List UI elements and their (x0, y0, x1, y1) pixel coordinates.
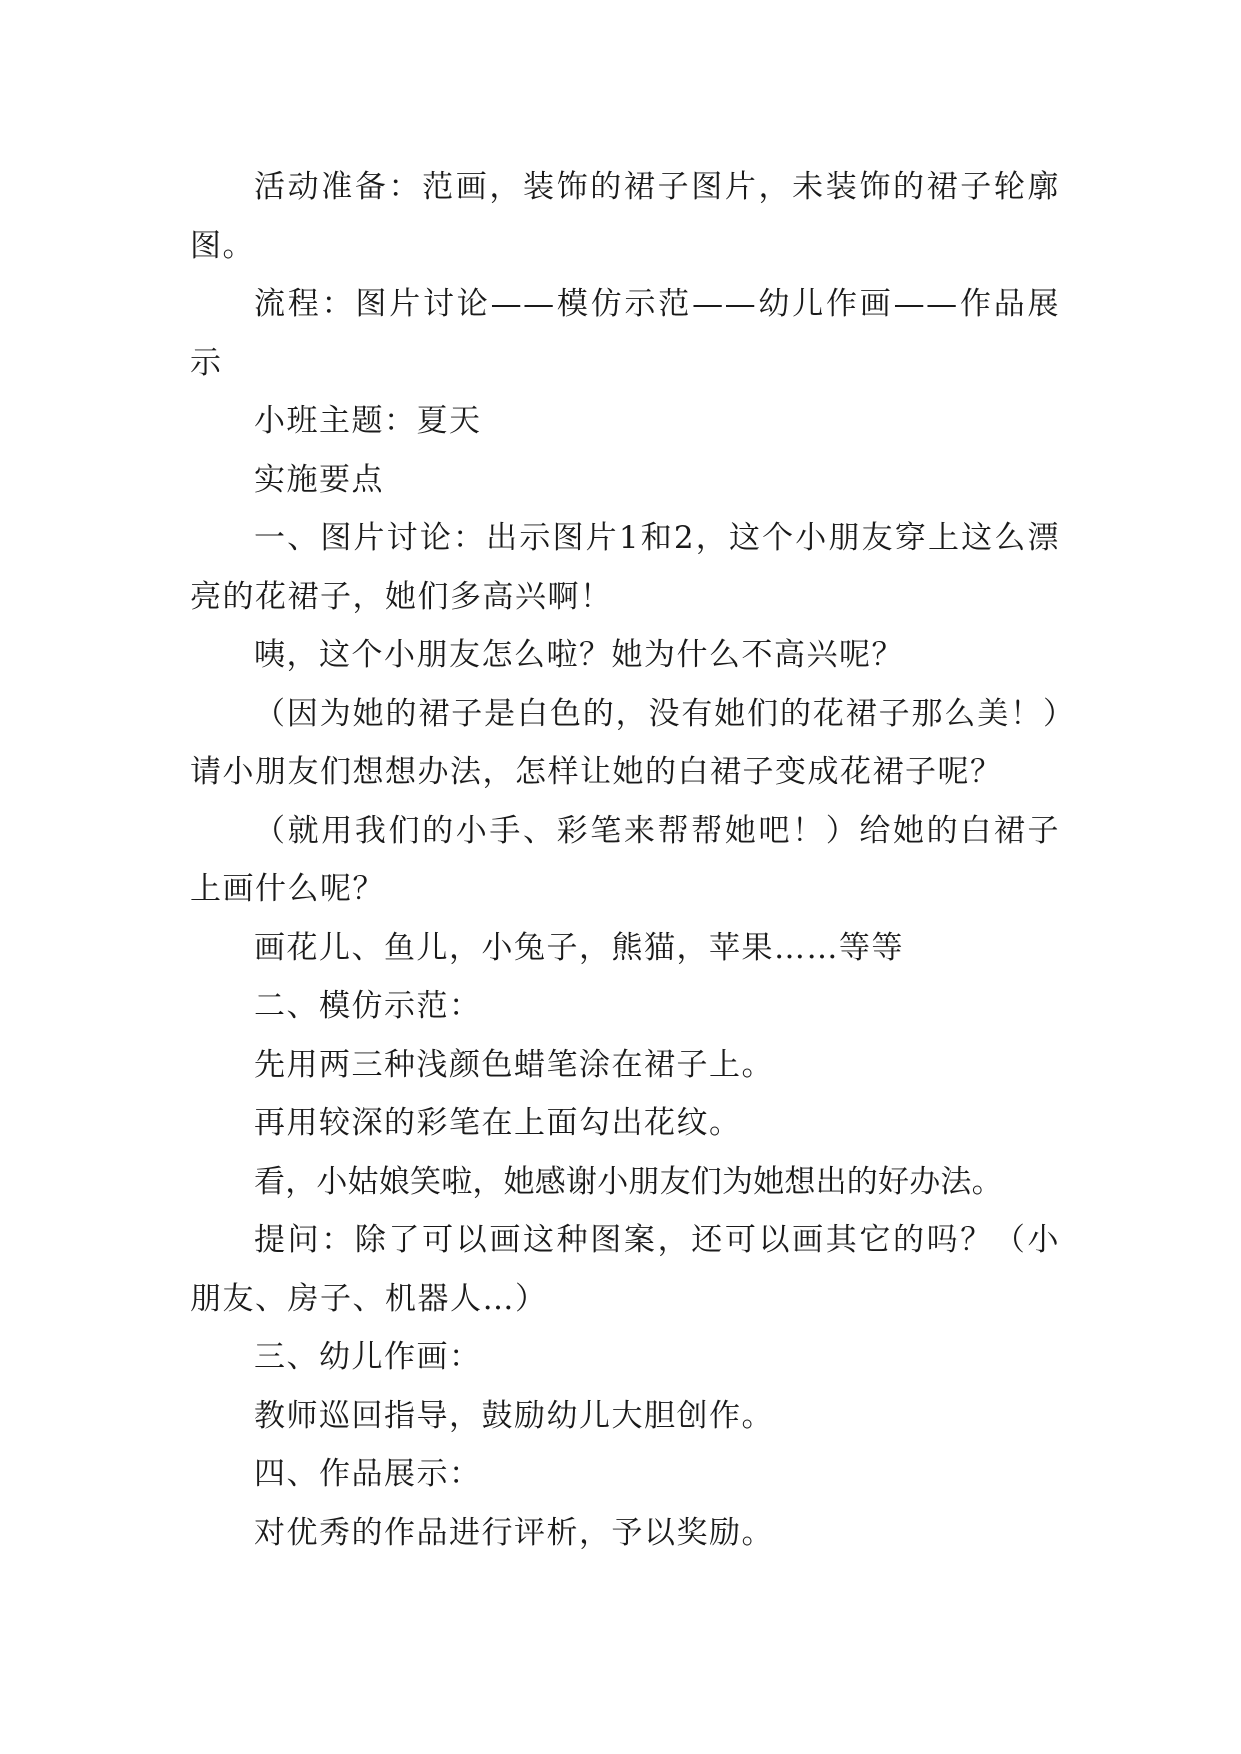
paragraph-ask: 提问：除了可以画这种图案，还可以画其它的吗？（小朋友、房子、机器人…） (190, 1222, 1060, 1317)
paragraph-step-three: 三、幼儿作画： (254, 1339, 482, 1375)
paragraph-idea: （就用我们的小手、彩笔来帮帮她吧！）给她的白裙子上画什么呢？ (190, 812, 1060, 907)
paragraph-reason: （因为她的裙子是白色的，没有她们的花裙子那么美！）请小朋友们想想办法，怎样让她的白裙子变成花裙子呢？ (190, 695, 1060, 790)
paragraph-process: 流程：图片讨论——模仿示范——幼儿作画——作品展示 (190, 286, 1060, 381)
document-body (190, 158, 1060, 1562)
paragraph-step-two: 二、模仿示范： (254, 988, 482, 1024)
paragraph-pattern: 再用较深的彩笔在上面勾出花纹。 (254, 1105, 742, 1141)
paragraph-step-four: 四、作品展示： (254, 1456, 482, 1492)
paragraph-crayons: 先用两三种浅颜色蜡笔涂在裙子上。 (254, 1046, 774, 1083)
paragraph-reward: 对优秀的作品进行评析，予以奖励。 (254, 1514, 774, 1551)
paragraph-question: 咦，这个小朋友怎么啦？她为什么不高兴呢？ (254, 637, 904, 673)
paragraph-theme: 小班主题：夏天 (254, 403, 482, 439)
paragraph-guidance: 教师巡回指导，鼓励幼儿大胆创作。 (254, 1397, 774, 1434)
paragraph-smile: 看，小姑娘笑啦，她感谢小朋友们为她想出的好办法。 (254, 1163, 1003, 1200)
paragraph-step-one: 一、图片讨论：出示图片1和2，这个小朋友穿上这么漂亮的花裙子，她们多高兴啊！ (190, 520, 1060, 615)
paragraph-examples: 画花儿、鱼儿，小兔子，熊猫，苹果……等等 (254, 929, 904, 966)
paragraph-key-points-heading: 实施要点 (254, 461, 384, 498)
paragraph-preparation: 活动准备：范画，装饰的裙子图片，未装饰的裙子轮廓图。 (190, 169, 1060, 264)
